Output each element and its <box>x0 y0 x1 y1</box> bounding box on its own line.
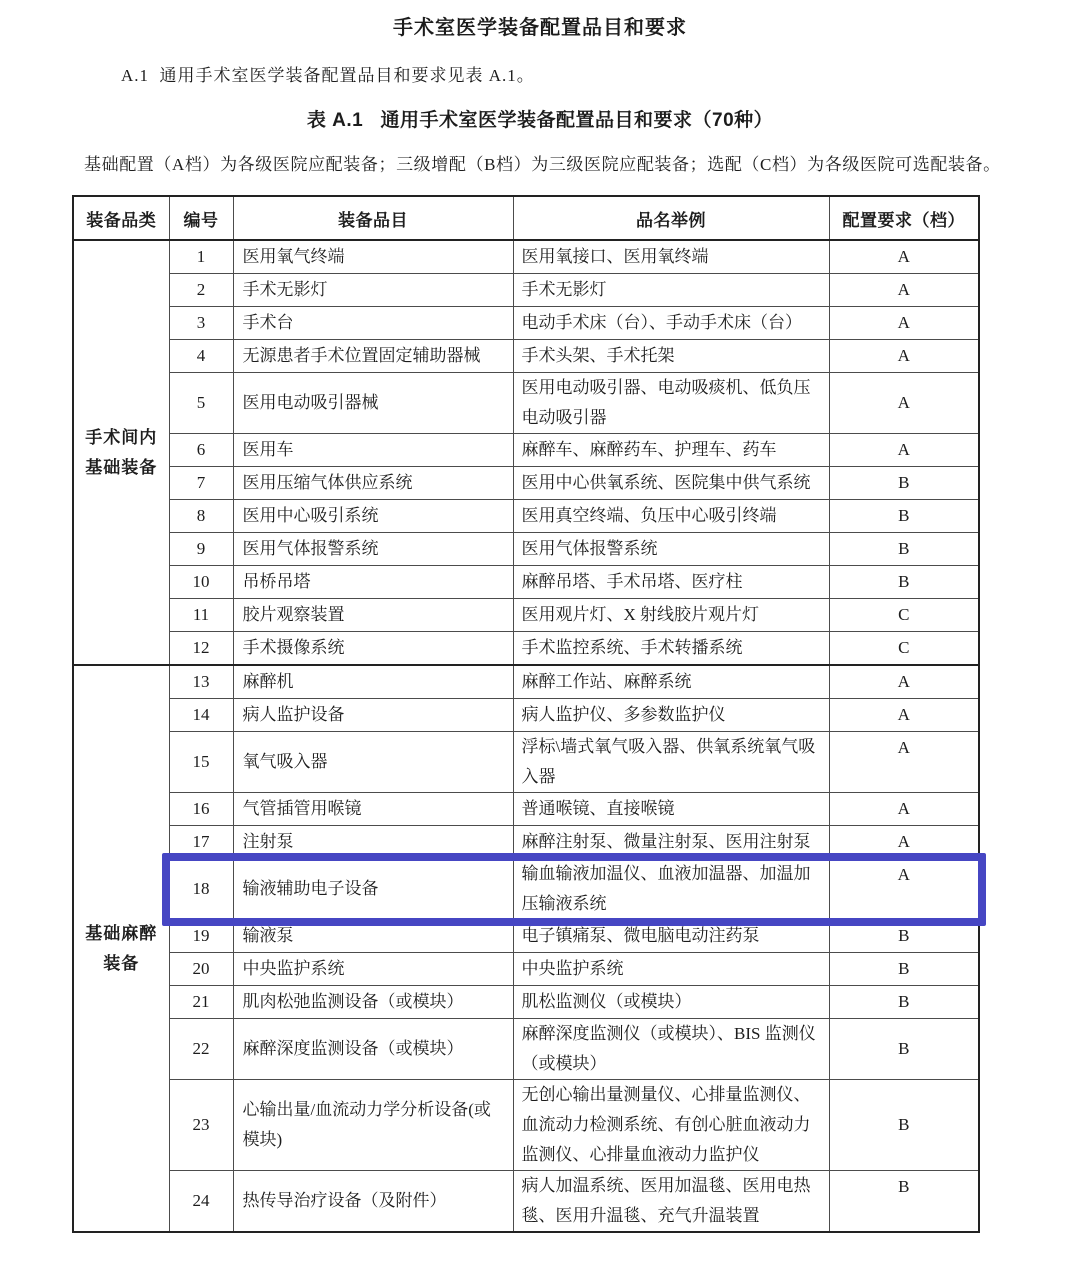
item-cell: 注射泵 <box>233 826 513 859</box>
examples-cell: 医用电动吸引器、电动吸痰机、低负压电动吸引器 <box>513 373 829 434</box>
row-number-cell: 2 <box>169 274 233 307</box>
item-cell: 麻醉机 <box>233 665 513 699</box>
row-number-cell: 10 <box>169 566 233 599</box>
table-container <box>72 195 980 1233</box>
table-row <box>73 500 979 533</box>
grade-cell: B <box>829 920 979 953</box>
examples-cell: 无创心输出量测量仪、心排量监测仪、血流动力检测系统、有创心脏血液动力监测仪、心排量血液动力监护仪 <box>513 1080 829 1171</box>
examples-cell: 手术监控系统、手术转播系统 <box>513 632 829 666</box>
row-number-cell: 11 <box>169 599 233 632</box>
row-number-cell: 8 <box>169 500 233 533</box>
grade-cell: B <box>829 1080 979 1171</box>
examples-cell: 手术无影灯 <box>513 274 829 307</box>
grade-cell: A <box>829 793 979 826</box>
table-header-cell: 品名举例 <box>513 196 829 240</box>
item-cell: 手术台 <box>233 307 513 340</box>
item-cell: 医用中心吸引系统 <box>233 500 513 533</box>
row-number-cell: 15 <box>169 732 233 793</box>
grade-cell: A <box>829 240 979 274</box>
table-row <box>73 859 979 920</box>
table-row <box>73 1080 979 1171</box>
examples-cell: 手术头架、手术托架 <box>513 340 829 373</box>
row-number-cell: 9 <box>169 533 233 566</box>
category-cell <box>73 665 169 1232</box>
row-number-cell: 13 <box>169 665 233 699</box>
item-cell: 手术摄像系统 <box>233 632 513 666</box>
item-cell: 医用气体报警系统 <box>233 533 513 566</box>
grade-note: 基础配置（A档）为各级医院应配装备；三级增配（B档）为三级医院应配装备；选配（C档）为各级医院可选配装备。 <box>84 155 1001 174</box>
table-row <box>73 699 979 732</box>
table-row <box>73 826 979 859</box>
row-number-cell: 17 <box>169 826 233 859</box>
table-row <box>73 340 979 373</box>
table-row <box>73 1019 979 1080</box>
row-number-cell: 3 <box>169 307 233 340</box>
row-number-cell: 24 <box>169 1171 233 1233</box>
table-row <box>73 986 979 1019</box>
table-row <box>73 533 979 566</box>
table-row <box>73 632 979 666</box>
grade-cell: A <box>829 340 979 373</box>
examples-cell: 输血输液加温仪、血液加温器、加温加压输液系统 <box>513 859 829 920</box>
category-cell <box>73 240 169 665</box>
table-row <box>73 373 979 434</box>
category-label-line: 基础麻醉 <box>85 923 158 943</box>
table-row <box>73 599 979 632</box>
table-row <box>73 920 979 953</box>
item-cell: 热传导治疗设备（及附件） <box>233 1171 513 1233</box>
table-row <box>73 274 979 307</box>
grade-cell: A <box>829 307 979 340</box>
item-cell: 麻醉深度监测设备（或模块） <box>233 1019 513 1080</box>
item-cell: 医用车 <box>233 434 513 467</box>
table-header-cell: 装备品类 <box>73 196 169 240</box>
grade-cell: A <box>829 665 979 699</box>
grade-cell: B <box>829 1019 979 1080</box>
examples-cell: 电动手术床（台）、手动手术床（台） <box>513 307 829 340</box>
table-header-cell: 装备品目 <box>233 196 513 240</box>
row-number-cell: 16 <box>169 793 233 826</box>
grade-cell: A <box>829 274 979 307</box>
row-number-cell: 23 <box>169 1080 233 1171</box>
examples-cell: 麻醉吊塔、手术吊塔、医疗柱 <box>513 566 829 599</box>
item-cell: 气管插管用喉镜 <box>233 793 513 826</box>
table-row <box>73 566 979 599</box>
grade-cell: B <box>829 1171 979 1233</box>
grade-cell: A <box>829 732 979 793</box>
item-cell: 心输出量/血流动力学分析设备(或模块) <box>233 1080 513 1171</box>
item-cell: 输液辅助电子设备 <box>233 859 513 920</box>
row-number-cell: 14 <box>169 699 233 732</box>
examples-cell: 医用中心供氧系统、医院集中供气系统 <box>513 467 829 500</box>
table-row <box>73 1171 979 1233</box>
item-cell: 中央监护系统 <box>233 953 513 986</box>
examples-cell: 中央监护系统 <box>513 953 829 986</box>
table-caption: 表 A.1 通用手术室医学装备配置品目和要求（70种） <box>306 110 774 131</box>
row-number-cell: 21 <box>169 986 233 1019</box>
examples-cell: 麻醉车、麻醉药车、护理车、药车 <box>513 434 829 467</box>
grade-cell: B <box>829 953 979 986</box>
table-row <box>73 240 979 274</box>
examples-cell: 医用气体报警系统 <box>513 533 829 566</box>
item-cell: 病人监护设备 <box>233 699 513 732</box>
grade-cell: A <box>829 826 979 859</box>
item-cell: 无源患者手术位置固定辅助器械 <box>233 340 513 373</box>
item-cell: 肌肉松弛监测设备（或模块） <box>233 986 513 1019</box>
examples-cell: 麻醉深度监测仪（或模块）、BIS 监测仪（或模块） <box>513 1019 829 1080</box>
item-cell: 医用压缩气体供应系统 <box>233 467 513 500</box>
category-label-line: 手术间内 <box>85 427 158 447</box>
category-label-line: 装备 <box>103 953 140 973</box>
grade-cell: B <box>829 566 979 599</box>
row-number-cell: 6 <box>169 434 233 467</box>
table-row <box>73 307 979 340</box>
examples-cell: 普通喉镜、直接喉镜 <box>513 793 829 826</box>
item-cell: 氧气吸入器 <box>233 732 513 793</box>
table-header-cell: 编号 <box>169 196 233 240</box>
grade-cell: A <box>829 699 979 732</box>
examples-cell: 病人加温系统、医用加温毯、医用电热毯、医用升温毯、充气升温装置 <box>513 1171 829 1233</box>
table-row <box>73 467 979 500</box>
table-header-cell: 配置要求（档） <box>829 196 979 240</box>
item-cell: 医用氧气终端 <box>233 240 513 274</box>
table-row <box>73 732 979 793</box>
category-label-line: 基础装备 <box>85 457 158 477</box>
grade-cell: C <box>829 599 979 632</box>
row-number-cell: 20 <box>169 953 233 986</box>
grade-cell: A <box>829 859 979 920</box>
table-body <box>73 240 979 1232</box>
intro-paragraph: A.1 通用手术室医学装备配置品目和要求见表 A.1。 <box>121 66 535 85</box>
examples-cell: 麻醉工作站、麻醉系统 <box>513 665 829 699</box>
grade-cell: B <box>829 467 979 500</box>
table-header-row <box>73 196 979 240</box>
row-number-cell: 1 <box>169 240 233 274</box>
item-cell: 输液泵 <box>233 920 513 953</box>
row-number-cell: 5 <box>169 373 233 434</box>
grade-cell: B <box>829 500 979 533</box>
row-number-cell: 18 <box>169 859 233 920</box>
grade-cell: A <box>829 373 979 434</box>
item-cell: 医用电动吸引器械 <box>233 373 513 434</box>
row-number-cell: 12 <box>169 632 233 666</box>
grade-cell: B <box>829 986 979 1019</box>
examples-cell: 医用观片灯、X 射线胶片观片灯 <box>513 599 829 632</box>
item-cell: 手术无影灯 <box>233 274 513 307</box>
row-number-cell: 19 <box>169 920 233 953</box>
examples-cell: 病人监护仪、多参数监护仪 <box>513 699 829 732</box>
page-title: 手术室医学装备配置品目和要求 <box>393 17 687 39</box>
grade-cell: B <box>829 533 979 566</box>
examples-cell: 医用氧接口、医用氧终端 <box>513 240 829 274</box>
examples-cell: 医用真空终端、负压中心吸引终端 <box>513 500 829 533</box>
grade-cell: A <box>829 434 979 467</box>
table-row <box>73 434 979 467</box>
examples-cell: 肌松监测仪（或模块） <box>513 986 829 1019</box>
examples-cell: 浮标\墙式氧气吸入器、供氧系统氧气吸入器 <box>513 732 829 793</box>
examples-cell: 电子镇痛泵、微电脑电动注药泵 <box>513 920 829 953</box>
row-number-cell: 22 <box>169 1019 233 1080</box>
table-row <box>73 953 979 986</box>
item-cell: 胶片观察装置 <box>233 599 513 632</box>
table-row <box>73 665 979 699</box>
row-number-cell: 4 <box>169 340 233 373</box>
row-number-cell: 7 <box>169 467 233 500</box>
table-row <box>73 793 979 826</box>
item-cell: 吊桥吊塔 <box>233 566 513 599</box>
grade-cell: C <box>829 632 979 666</box>
examples-cell: 麻醉注射泵、微量注射泵、医用注射泵 <box>513 826 829 859</box>
equipment-table <box>72 195 980 1233</box>
